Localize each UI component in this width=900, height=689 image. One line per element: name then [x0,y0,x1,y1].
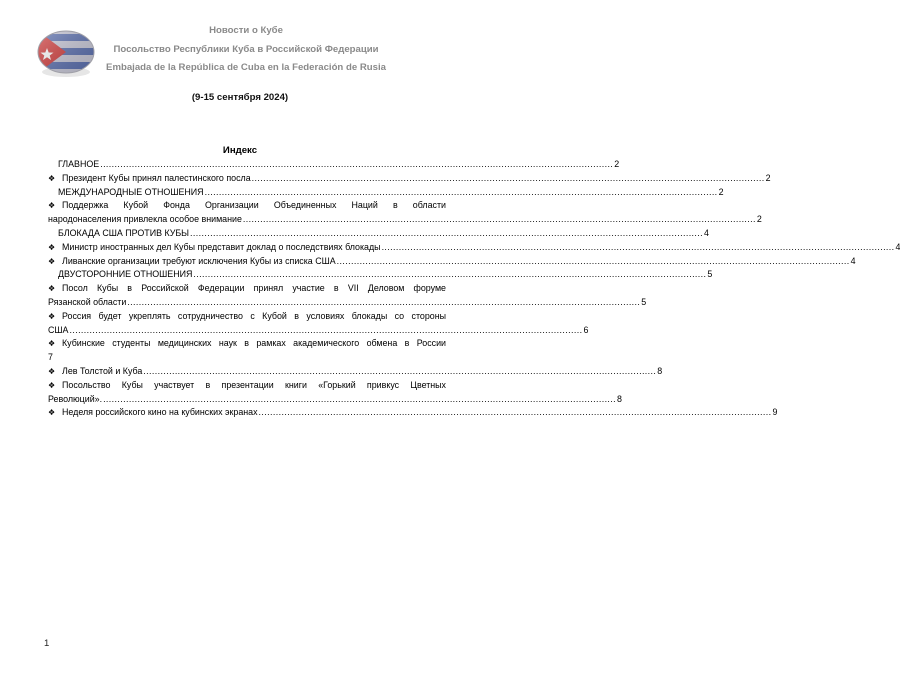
toc-entry-title: ДВУСТОРОННИЕ ОТНОШЕНИЯ [58,269,193,280]
toc-page-number: 4 [704,227,709,238]
toc-entry-title: Президент Кубы принял палестинского посла [62,172,251,183]
toc-entry-title-line1: Поддержка Кубой Фонда Организации Объединенных Наций в области [62,200,446,211]
header-embassy-ru: Посольство Республики Куба в Российской Федерации [113,43,379,55]
toc-line [48,255,856,269]
bullet-icon: ❖ [48,408,56,418]
bullet-icon: ❖ [48,201,56,211]
toc-entry-title: Неделя российского кино на кубинских экранах [62,407,258,418]
toc-entry-title-line2: Рязанской области [48,296,127,307]
toc-bullet-entry[interactable] [48,310,589,338]
toc-entry-title-line1: Посольство Кубы участвует в презентации книги «Горький привкус Цветных [62,379,446,390]
toc-bullet-entry[interactable] [48,199,762,227]
toc-page-number: 9 [772,407,778,418]
toc-bullet-entry[interactable] [48,337,446,365]
dot-leader: ................................................................................................................................................................................... [127,296,641,307]
toc-line [48,310,446,324]
toc-page-number: 2 [614,159,620,169]
toc-entry-title-line1: Россия будет укреплять сотрудничество с Кубой в условиях блокады со стороны [62,310,446,321]
dot-leader: ................................................................................................................................................................................... [103,393,617,404]
toc-entry-title: Министр иностранных дел Кубы представит доклад о последствиях блокады [62,241,381,252]
bullet-icon: ❖ [48,311,56,321]
dot-leader: ................................................................................................................................................................................... [242,214,756,225]
dot-leader: ................................................................................................................................................................................... [69,324,583,335]
bullet-icon: ❖ [48,256,56,266]
toc-section-entry[interactable] [48,268,713,282]
bullet-icon: ❖ [48,366,56,376]
dot-leader: ................................................................................................................................................................................... [204,186,718,197]
toc-line [48,379,446,393]
toc-page-number: 2 [756,214,762,225]
toc-line [48,268,713,282]
toc-page-number: 2 [765,172,771,183]
toc-line [48,158,620,172]
toc-entry-title-line2: 7 [48,352,53,363]
toc-page-number: 8 [617,393,622,404]
toc-bullet-entry[interactable] [48,255,856,269]
bullet-icon: ❖ [48,173,56,183]
toc-section-entry[interactable] [48,158,620,172]
toc-bullet-entry[interactable] [48,365,663,379]
toc-section-entry[interactable] [48,227,709,241]
toc-page-number: 2 [718,186,724,197]
dot-leader: ................................................................................................................................................................................... [258,407,772,418]
toc-bullet-entry[interactable] [48,241,900,255]
date-range: (9-15 сентября 2024) [191,92,289,103]
toc-line [48,337,446,351]
toc-section-entry[interactable] [48,186,724,200]
toc-page-number: 5 [641,296,647,307]
toc-page-number: 4 [850,255,856,266]
bullet-icon: ❖ [48,380,56,390]
toc-line [48,351,446,365]
header-title: Новости о Кубе [209,25,283,36]
bullet-icon: ❖ [48,284,56,294]
toc-page-number: 6 [583,324,589,335]
toc-entry-title-line1: Кубинские студенты медицинских наук в рамках академического обмена в России [62,338,446,349]
toc-bullet-entry[interactable] [48,379,622,407]
dot-leader: ................................................................................................................................................................................... [100,159,614,169]
toc-line [48,172,771,186]
toc-line [48,365,663,379]
dot-leader: ................................................................................................................................................................................... [381,241,895,252]
toc-line [48,186,724,200]
toc-page-number: 5 [707,269,713,280]
toc-page-number: 4 [895,241,900,252]
dot-leader: ................................................................................................................................................................................... [143,365,657,376]
dot-leader: ................................................................................................................................................................................... [336,255,850,266]
toc-line [48,393,622,407]
toc-line [48,296,647,310]
toc-line [48,213,762,227]
toc-page-number: 8 [657,365,663,376]
toc-bullet-entry[interactable] [48,172,771,186]
toc-entry-title-line2: США [48,324,69,335]
dot-leader: ................................................................................................................................................................................... [251,172,765,183]
toc-bullet-entry[interactable] [48,406,778,420]
toc-entry-title: МЕЖДУНАРОДНЫЕ ОТНОШЕНИЯ [58,186,204,197]
toc-line [48,227,709,241]
page-number: 1 [44,638,50,649]
toc-entry-title: БЛОКАДА США ПРОТИВ КУБЫ [58,227,190,238]
toc-line [48,282,446,296]
toc-line [48,199,446,213]
toc-entry-title: ГЛАВНОЕ [58,159,100,169]
toc-entry-title-line1: Посол Кубы в Российской Федерации принял участие в VII Деловом форуме [62,283,446,294]
dot-leader: ................................................................................................................................................................................... [190,227,704,238]
toc-entry-title-line2: Революций». [48,393,103,404]
document-header [96,22,396,78]
toc-entry-title: Лев Толстой и Куба [62,365,143,376]
bullet-icon: ❖ [48,339,56,349]
index-title: Индекс [222,145,258,156]
cuba-flag-logo [36,28,96,80]
toc-entry-title: Ливанские организации требуют исключения Кубы из списка США [62,255,336,266]
toc-line [48,406,778,420]
table-of-contents [48,158,900,420]
toc-bullet-entry[interactable] [48,282,647,310]
toc-line [48,324,589,338]
toc-line [48,241,900,255]
toc-entry-title-line2: народонаселения привлекла особое внимание [48,214,242,225]
header-embassy-es: Embajada de la República de Cuba en la Federación de Rusia [106,62,386,73]
dot-leader: ................................................................................................................................................................................... [193,269,707,280]
bullet-icon: ❖ [48,242,56,252]
